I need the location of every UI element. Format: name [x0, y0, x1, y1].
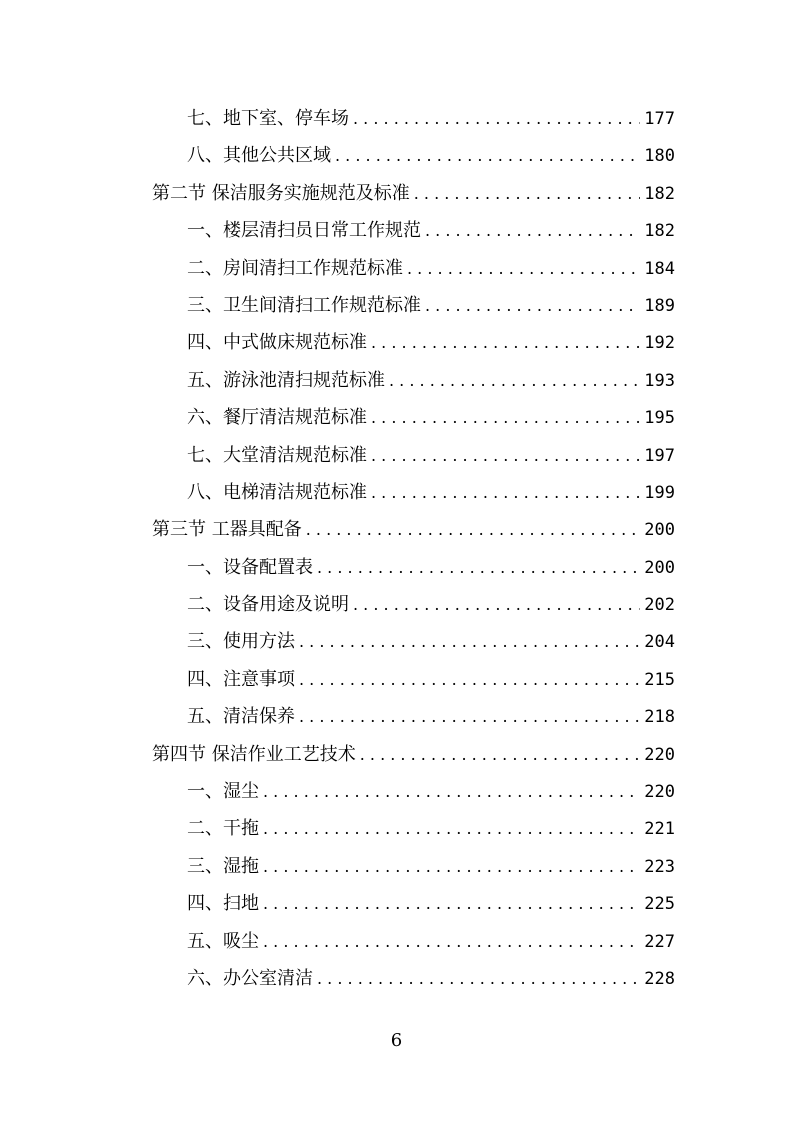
toc-entry-title: 七、地下室、停车场: [187, 108, 349, 129]
toc-entry-page: 220: [644, 744, 675, 765]
toc-dot-leader: [299, 623, 640, 660]
toc-entry[interactable]: [152, 586, 675, 623]
toc-entry[interactable]: [152, 736, 675, 773]
toc-entry-page: 189: [644, 295, 675, 316]
toc-entry-title: 四、注意事项: [187, 668, 295, 690]
toc-entry-title: 七、大堂清洁规范标准: [187, 444, 367, 466]
toc-entry[interactable]: [152, 960, 675, 997]
toc-entry-page: 215: [644, 669, 675, 690]
toc-entry[interactable]: [152, 287, 675, 324]
toc-dot-leader: [263, 810, 640, 847]
toc-dot-leader: [353, 100, 640, 137]
toc-entry-page: 204: [644, 632, 675, 653]
toc-entry[interactable]: [152, 923, 675, 960]
toc-entry-page: 180: [644, 146, 675, 167]
toc-entry-page: 199: [644, 482, 675, 503]
toc-entry-page: 197: [644, 445, 675, 466]
toc-dot-leader: [299, 698, 640, 735]
toc-dot-leader: [425, 287, 640, 324]
toc-entry-title: 一、湿尘: [187, 781, 259, 803]
toc-entry-page: 182: [644, 221, 675, 242]
toc-entry-page: 202: [644, 595, 675, 616]
toc-dot-leader: [263, 885, 640, 922]
toc-dot-leader: [317, 549, 640, 586]
toc-entry-title: 二、设备用途及说明: [187, 594, 349, 616]
toc-entry[interactable]: [152, 885, 675, 922]
toc-entry-page: 200: [644, 520, 675, 541]
toc-entry[interactable]: [152, 324, 675, 361]
toc-entry-page: 223: [644, 856, 675, 877]
toc-entry-title: 四、中式做床规范标准: [187, 332, 367, 354]
toc-entry[interactable]: [152, 212, 675, 249]
toc-entry-page: 195: [644, 408, 675, 429]
toc-entry-title: 四、扫地: [187, 893, 259, 915]
toc-entry-title: 第二节 保洁服务实施规范及标准: [152, 182, 410, 204]
toc-entry-page: 200: [644, 557, 675, 578]
toc-entry-title: 八、电梯清洁规范标准: [187, 481, 367, 503]
toc-dot-leader: [335, 137, 640, 174]
toc-entry-page: 228: [644, 968, 675, 989]
toc-entry-title: 二、干拖: [187, 818, 259, 840]
toc-entry[interactable]: [152, 698, 675, 735]
toc-entry-page: 227: [644, 931, 675, 952]
toc-dot-leader: [263, 848, 640, 885]
toc-dot-leader: [263, 923, 640, 960]
toc-dot-leader: [389, 362, 640, 399]
page-number: 6: [390, 1030, 403, 1051]
toc-entry-title: 五、游泳池清扫规范标准: [187, 369, 385, 391]
toc-dot-leader: [353, 586, 640, 623]
toc-entry-page: 184: [644, 258, 675, 279]
toc-dot-leader: [371, 437, 640, 474]
toc-entry[interactable]: [152, 474, 675, 511]
toc-entry[interactable]: [152, 549, 675, 586]
toc-entry-page: 225: [644, 894, 675, 915]
toc-entry-title: 一、楼层清扫员日常工作规范: [187, 220, 421, 242]
toc-entry-page: 218: [644, 707, 675, 728]
toc-entry-page: 221: [644, 819, 675, 840]
toc-entry[interactable]: [152, 362, 675, 399]
toc-entry[interactable]: [152, 250, 675, 287]
toc-entry-title: 三、使用方法: [187, 631, 295, 653]
toc-dot-leader: [414, 175, 641, 212]
toc-dot-leader: [299, 661, 640, 698]
toc-entry-title: 第四节 保洁作业工艺技术: [152, 743, 356, 765]
toc-dot-leader: [371, 399, 640, 436]
toc-entry-title: 三、卫生间清扫工作规范标准: [187, 294, 421, 316]
toc-entry-page: 177: [644, 109, 675, 129]
toc-dot-leader: [317, 960, 640, 997]
toc-entry[interactable]: [152, 848, 675, 885]
toc-entry-title: 一、设备配置表: [187, 556, 313, 578]
toc-entry[interactable]: [152, 623, 675, 660]
toc-entry-title: 五、清洁保养: [187, 706, 295, 728]
table-of-contents: [152, 100, 675, 997]
toc-entry-title: 六、办公室清洁: [187, 967, 313, 989]
toc-entry-page: 193: [644, 370, 675, 391]
toc-entry[interactable]: [152, 175, 675, 212]
toc-dot-leader: [360, 736, 641, 773]
toc-entry[interactable]: [152, 810, 675, 847]
toc-entry-title: 八、其他公共区域: [187, 145, 331, 167]
toc-entry[interactable]: [152, 511, 675, 548]
toc-entry-title: 二、房间清扫工作规范标准: [187, 257, 403, 279]
toc-entry-page: 182: [644, 183, 675, 204]
toc-entry[interactable]: [152, 437, 675, 474]
toc-dot-leader: [407, 250, 640, 287]
toc-entry-title: 三、湿拖: [187, 855, 259, 877]
toc-entry[interactable]: [152, 661, 675, 698]
toc-entry-title: 五、吸尘: [187, 930, 259, 952]
toc-entry-page: 192: [644, 333, 675, 354]
toc-entry[interactable]: [152, 137, 675, 174]
toc-dot-leader: [371, 474, 640, 511]
toc-entry[interactable]: [152, 399, 675, 436]
toc-dot-leader: [425, 212, 640, 249]
toc-entry[interactable]: [152, 773, 675, 810]
toc-dot-leader: [263, 773, 640, 810]
toc-entry-page: 220: [644, 782, 675, 803]
toc-dot-leader: [371, 324, 640, 361]
toc-dot-leader: [306, 511, 641, 548]
toc-entry-title: 第三节 工器具配备: [152, 519, 302, 541]
toc-entry-title: 六、餐厅清洁规范标准: [187, 407, 367, 429]
toc-entry[interactable]: [152, 100, 675, 137]
